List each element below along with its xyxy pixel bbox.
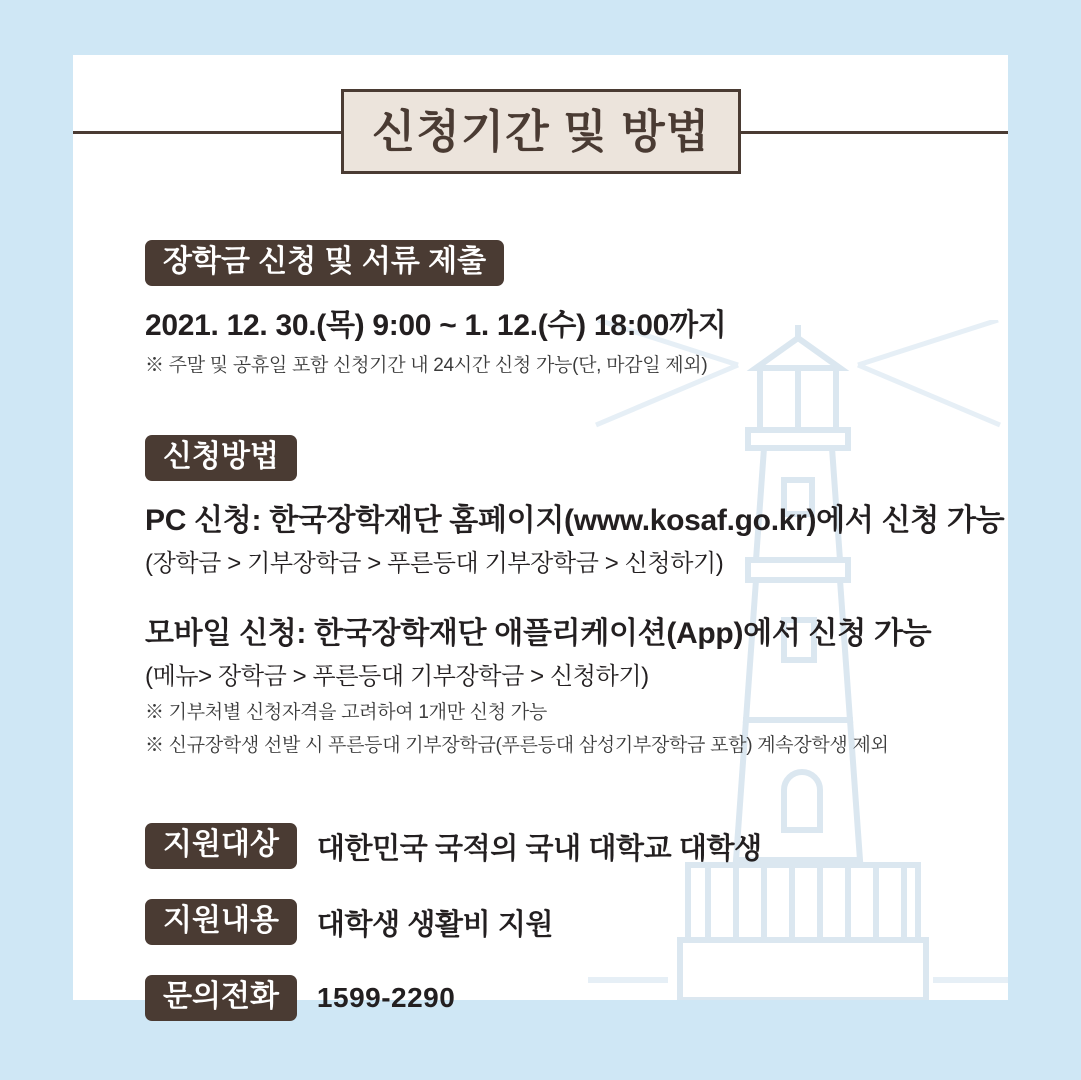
row-contact-phone <box>145 975 1025 1021</box>
apply-method-note-2: ※ 신규장학생 선발 시 푸른등대 기부장학금(푸른등대 삼성기부장학금 포함) 계속장학생 제외 <box>145 735 889 756</box>
spacer <box>145 578 1025 594</box>
row-support-target <box>145 823 1025 869</box>
contact-phone-value: 1599-2290 <box>316 982 456 1013</box>
apply-method-mobile-path: (메뉴> 장학금 > 푸른등대 기부장학금 > 신청하기) <box>145 663 649 690</box>
apply-period-note: ※ 주말 및 공휴일 포함 신청기간 내 24시간 신청 가능(단, 마감일 제외) <box>145 355 708 376</box>
page-title-text: 신청기간 및 방법 <box>371 106 711 157</box>
section-apply-method <box>145 435 1025 757</box>
apply-method-pc-path: (장학금 > 기부장학금 > 푸른등대 기부장학금 > 신청하기) <box>145 550 724 577</box>
support-target-value: 대한민국 국적의 국내 대학교 대학생 <box>316 832 762 865</box>
spacer <box>145 383 1025 435</box>
support-content-chip: 지원내용 <box>145 899 297 945</box>
section-apply-period <box>145 240 1025 377</box>
apply-method-pc-title: PC 신청: 한국장학재단 홈페이지(www.kosaf.go.kr)에서 신청 가능 <box>145 504 1005 537</box>
apply-method-note-1: ※ 기부처별 신청자격을 고려하여 1개만 신청 가능 <box>145 702 547 723</box>
spacer <box>145 763 1025 793</box>
apply-period-chip: 장학금 신청 및 서류 제출 <box>145 240 504 286</box>
row-support-content <box>145 899 1025 945</box>
contact-phone-chip: 문의전화 <box>145 975 297 1021</box>
support-target-chip: 지원대상 <box>145 823 297 869</box>
page-title <box>341 89 741 174</box>
apply-method-mobile-title: 모바일 신청: 한국장학재단 애플리케이션(App)에서 신청 가능 <box>145 617 932 650</box>
apply-method-chip: 신청방법 <box>145 435 297 481</box>
content-body <box>145 240 1025 1021</box>
apply-period-dates: 2021. 12. 30.(목) 9:00 ~ 1. 12.(수) 18:00까지 <box>145 309 727 342</box>
support-content-value: 대학생 생활비 지원 <box>316 908 554 941</box>
